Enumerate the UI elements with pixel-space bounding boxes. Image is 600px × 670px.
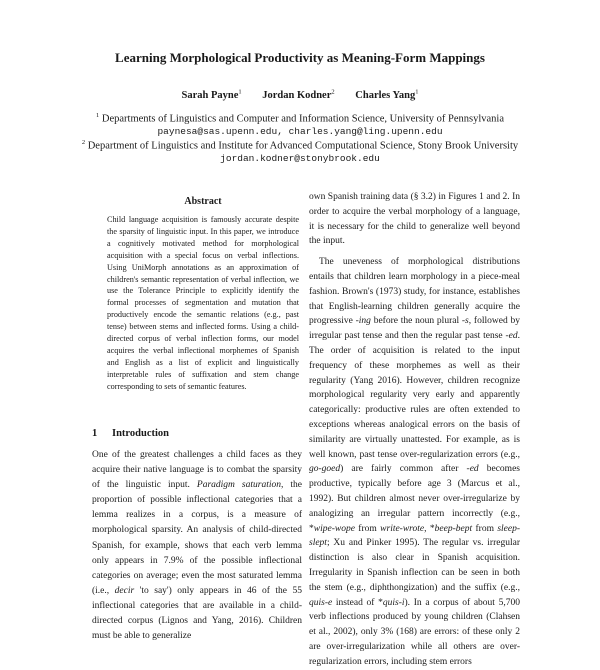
author: Sarah Payne$^1$ xyxy=(181,88,242,101)
author-list xyxy=(0,88,600,101)
right-column-body xyxy=(309,190,521,667)
paragraph: The uneveness of morphological distributions entails that children learn morphology in a piece-meal fashion. Brown's (1973) study, for instance, establishes that English-learning children generally acquire the progressive -ing before the noun plural -s, followed by irregular past tense and then the regular past tense -ed. The order of acquisition is related to the input frequency of these morphemes as well as their regularity (Yang 2016). However, children recognize morphological regularity very early and apparently categorically: productive rules are often extended to exceptions whereas analogical errors on the basis of similarity are virtually unattested. For example, as is well known, past tense over-regularization errors (e.g., go-goed) are fairly common after -ed becomes productive, typically before age 3 (Marcus et al., 1992). But children almost never over-irregularize by analogizing an irregular pattern incorrectly (e.g., *wipe-wope from write-wrote, *beep-bept from sleep-slept; Xu and Pinker 1995). The regular vs. irregular distinction is also clear in Spanish acquisition. Irregularity in Spanish inflection can be seen in both the stem (e.g., diphthongization) and the suffix (e.g., quis-e instead of *quis-i). In a corpus of about 5,700 verb inflections produced by young children (Clahsen et al., 2002), only 3% (168) are errors: of these only 2 are over-irregularization while all others are over-regularization errors, including stem errors xyxy=(309,257,521,667)
affiliation-1: $^1$ Departments of Linguistics and Computer and Information Science, University of Pennsylvania xyxy=(96,112,504,125)
section-heading-introduction: 1 Introduction xyxy=(92,428,169,439)
affiliation-2: $^2$ Department of Linguistics and Institute for Advanced Computational Science, Stony Brook University xyxy=(81,139,519,152)
abstract-body: Child language acquisition is famously accurate despite the sparsity of linguistic input. In this paper, we introduce a cognitively motivated method for morphological acquisition with a special focus on verbal inflections. Using UniMorph annotations as an approximation of children's semantic representation of verbal inflection, we use the Tolerance Principle to explicitly identify the formal processes of segmentation and mutation that productively encode the semantic relations (e.g., past tense) between stems and inflected forms. Using a child-directed corpus of verbal inflection forms, our model acquires the verbal inflectional morphemes of Spanish and English as a list of explicit and linguistically interpretable rules of suffixation and stem change corresponding to sets of semantic features. xyxy=(107,215,299,391)
introduction-body xyxy=(92,448,302,642)
affiliation-1-emails: paynesa@sas.upenn.edu, charles.yang@ling.upenn.edu xyxy=(157,126,443,137)
abstract-heading: Abstract xyxy=(184,196,222,207)
author: Jordan Kodner$^2$ xyxy=(262,88,335,101)
paragraph: own Spanish training data (§ 3.2) in Figures 1 and 2. In order to acquire the verbal morphology of a language, it is necessary for the child to generalize well beyond the input. xyxy=(309,192,520,247)
paper-title: Learning Morphological Productivity as Meaning-Form Mappings xyxy=(115,50,485,65)
author: Charles Yang$^1$ xyxy=(355,88,419,101)
paragraph: One of the greatest challenges a child faces as they acquire their native language is to combat the sparsity of the linguistic input. Paradigm saturation, the proportion of possible inflectional categories that a lemma realizes in a corpus, is a measure of morphological sparsity. An analysis of child-directed Spanish, for example, shows that each verb lemma only appears in 7.9% of the possible inflectional categories on average; even the most saturated lemma (i.e., decir 'to say') only appears in 46 of the 55 inflectional categories that are available in a child-directed corpus (Lignos and Yang, 2016). Children must be able to generalize xyxy=(92,450,302,642)
affiliation-2-emails: jordan.kodner@stonybrook.edu xyxy=(220,153,380,164)
